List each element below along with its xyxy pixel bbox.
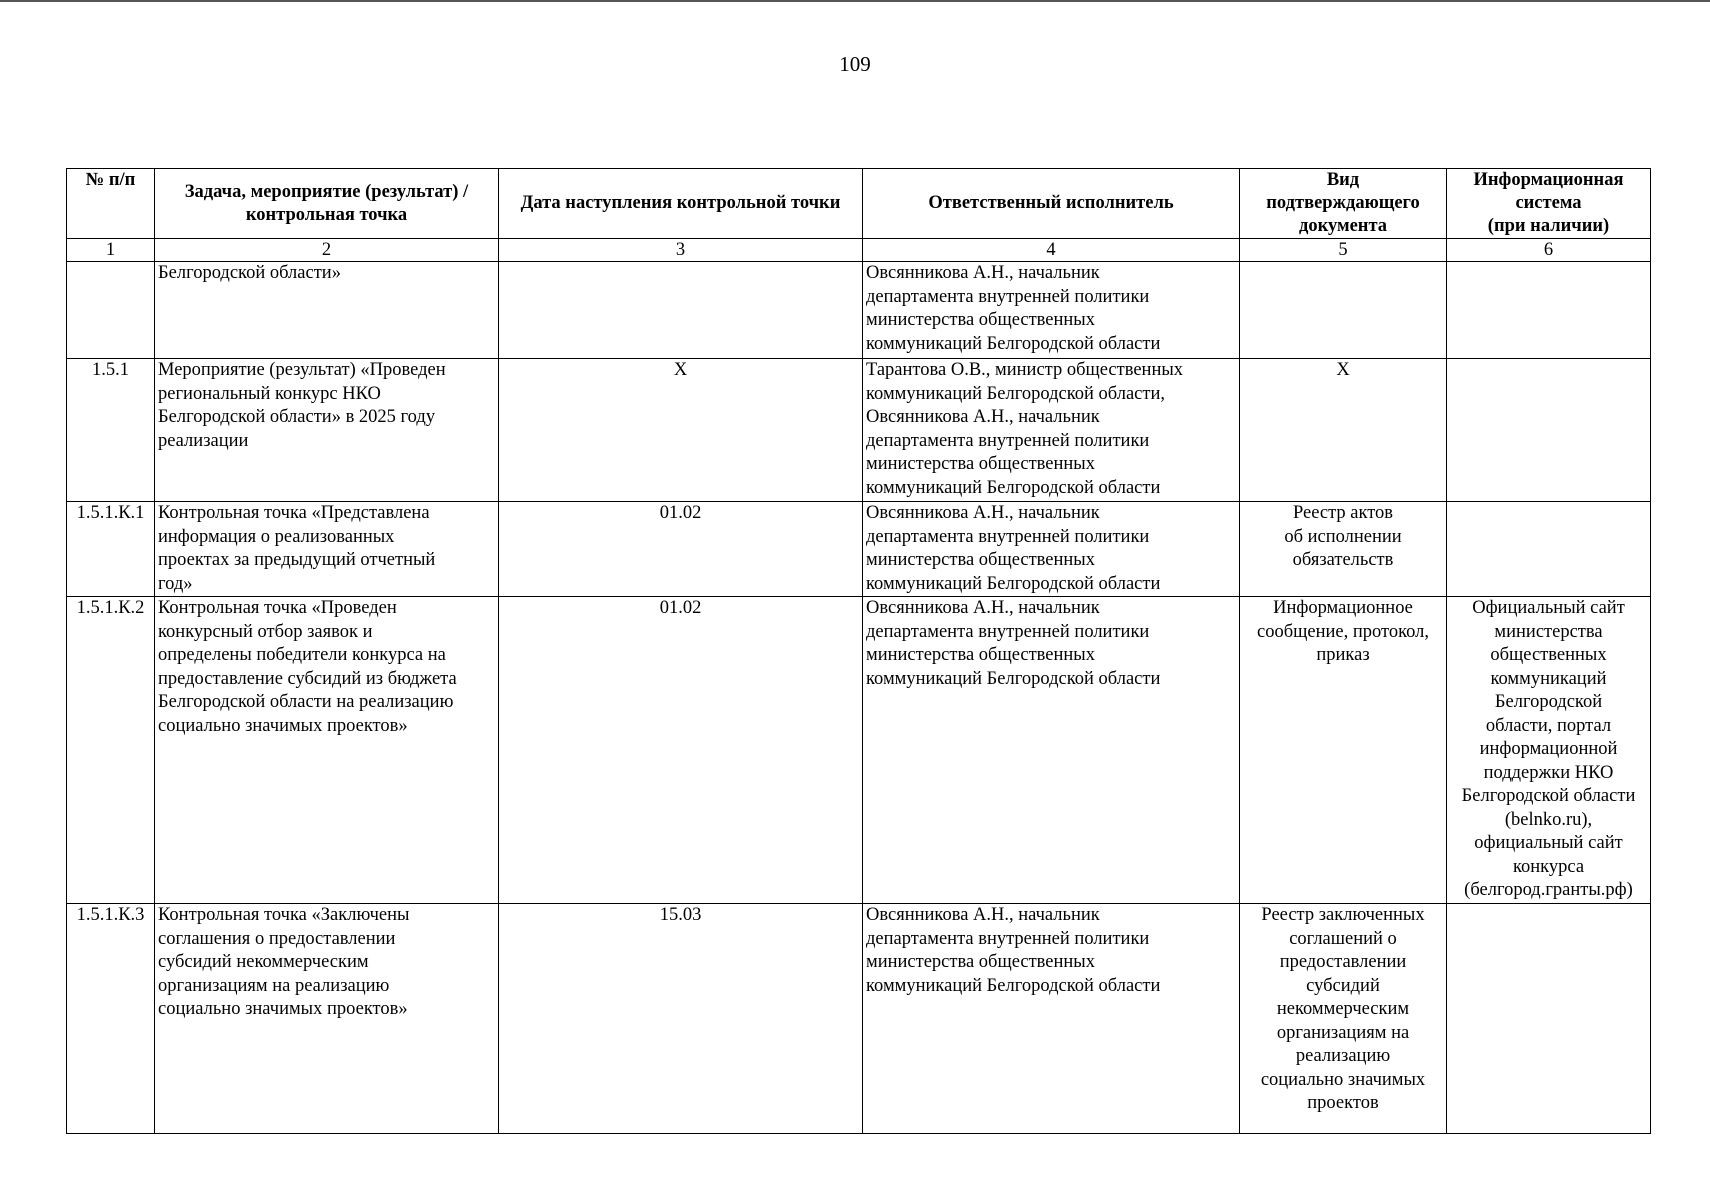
- header-date: Дата наступления контрольной точки: [499, 169, 863, 239]
- row-task: Мероприятие (результат) «Проведен региональный конкурс НКО Белгородской области» в 2025 году реализации: [155, 359, 499, 502]
- row-task: Контрольная точка «Проведен конкурсный отбор заявок и определены победители конкурса на предоставление субсидий из бюджета Белгородской области на реализацию социально значимых проектов»: [155, 597, 499, 904]
- row-task: Белгородской области»: [155, 262, 499, 359]
- header-document-type: Вид подтверждающего документа: [1240, 169, 1447, 239]
- row-number: 1.5.1.К.2: [67, 597, 155, 904]
- table-row: [67, 597, 1651, 904]
- row-responsible: Тарантова О.В., министр общественных коммуникаций Белгородской области, Овсянникова А.Н., начальник департамента внутренней политики министерства общественных коммуникаций Белгородской области: [863, 359, 1240, 502]
- column-index: 2: [155, 239, 499, 262]
- column-index: 5: [1240, 239, 1447, 262]
- row-document: Х: [1240, 359, 1447, 502]
- header-task: Задача, мероприятие (результат) / контрольная точка: [155, 169, 499, 239]
- column-index: 3: [499, 239, 863, 262]
- row-document: Реестр актов об исполнении обязательств: [1240, 502, 1447, 597]
- header-responsible: Ответственный исполнитель: [863, 169, 1240, 239]
- column-index-row: [67, 239, 1651, 262]
- scan-edge-line: [0, 0, 1710, 2]
- row-system: [1447, 262, 1651, 359]
- header-number: № п/п: [67, 169, 155, 239]
- table-row: [67, 904, 1651, 1134]
- column-index: 6: [1447, 239, 1651, 262]
- column-index: 4: [863, 239, 1240, 262]
- page-number: 109: [839, 52, 871, 76]
- table-row: [67, 359, 1651, 502]
- control-points-table: [66, 168, 1651, 1134]
- row-responsible: Овсянникова А.Н., начальник департамента внутренней политики министерства общественных коммуникаций Белгородской области: [863, 904, 1240, 1134]
- row-number: [67, 262, 155, 359]
- header-information-system: Информационная система (при наличии): [1447, 169, 1651, 239]
- table-header-row: [67, 169, 1651, 239]
- row-task: Контрольная точка «Заключены соглашения о предоставлении субсидий некоммерческим организациям на реализацию социально значимых проектов»: [155, 904, 499, 1134]
- row-document: Реестр заключенных соглашений о предоставлении субсидий некоммерческим организациям на реализацию социально значимых проектов: [1240, 904, 1447, 1134]
- row-number: 1.5.1.К.1: [67, 502, 155, 597]
- row-number: 1.5.1.К.3: [67, 904, 155, 1134]
- row-responsible: Овсянникова А.Н., начальник департамента внутренней политики министерства общественных коммуникаций Белгородской области: [863, 597, 1240, 904]
- row-date: 15.03: [499, 904, 863, 1134]
- row-document: Информационное сообщение, протокол, приказ: [1240, 597, 1447, 904]
- row-responsible: Овсянникова А.Н., начальник департамента внутренней политики министерства общественных коммуникаций Белгородской области: [863, 502, 1240, 597]
- row-document: [1240, 262, 1447, 359]
- table-row: [67, 502, 1651, 597]
- row-system: Официальный сайт министерства общественных коммуникаций Белгородской области, портал информационной поддержки НКО Белгородской области (belnko.ru), официальный сайт конкурса (белгород.гранты.рф): [1447, 597, 1651, 904]
- row-date: 01.02: [499, 502, 863, 597]
- row-date: 01.02: [499, 597, 863, 904]
- row-number: 1.5.1: [67, 359, 155, 502]
- column-index: 1: [67, 239, 155, 262]
- row-task: Контрольная точка «Представлена информация о реализованных проектах за предыдущий отчетный год»: [155, 502, 499, 597]
- row-date: Х: [499, 359, 863, 502]
- row-system: [1447, 904, 1651, 1134]
- table-row: [67, 262, 1651, 359]
- row-date: [499, 262, 863, 359]
- row-system: [1447, 359, 1651, 502]
- row-responsible: Овсянникова А.Н., начальник департамента внутренней политики министерства общественных коммуникаций Белгородской области: [863, 262, 1240, 359]
- row-system: [1447, 502, 1651, 597]
